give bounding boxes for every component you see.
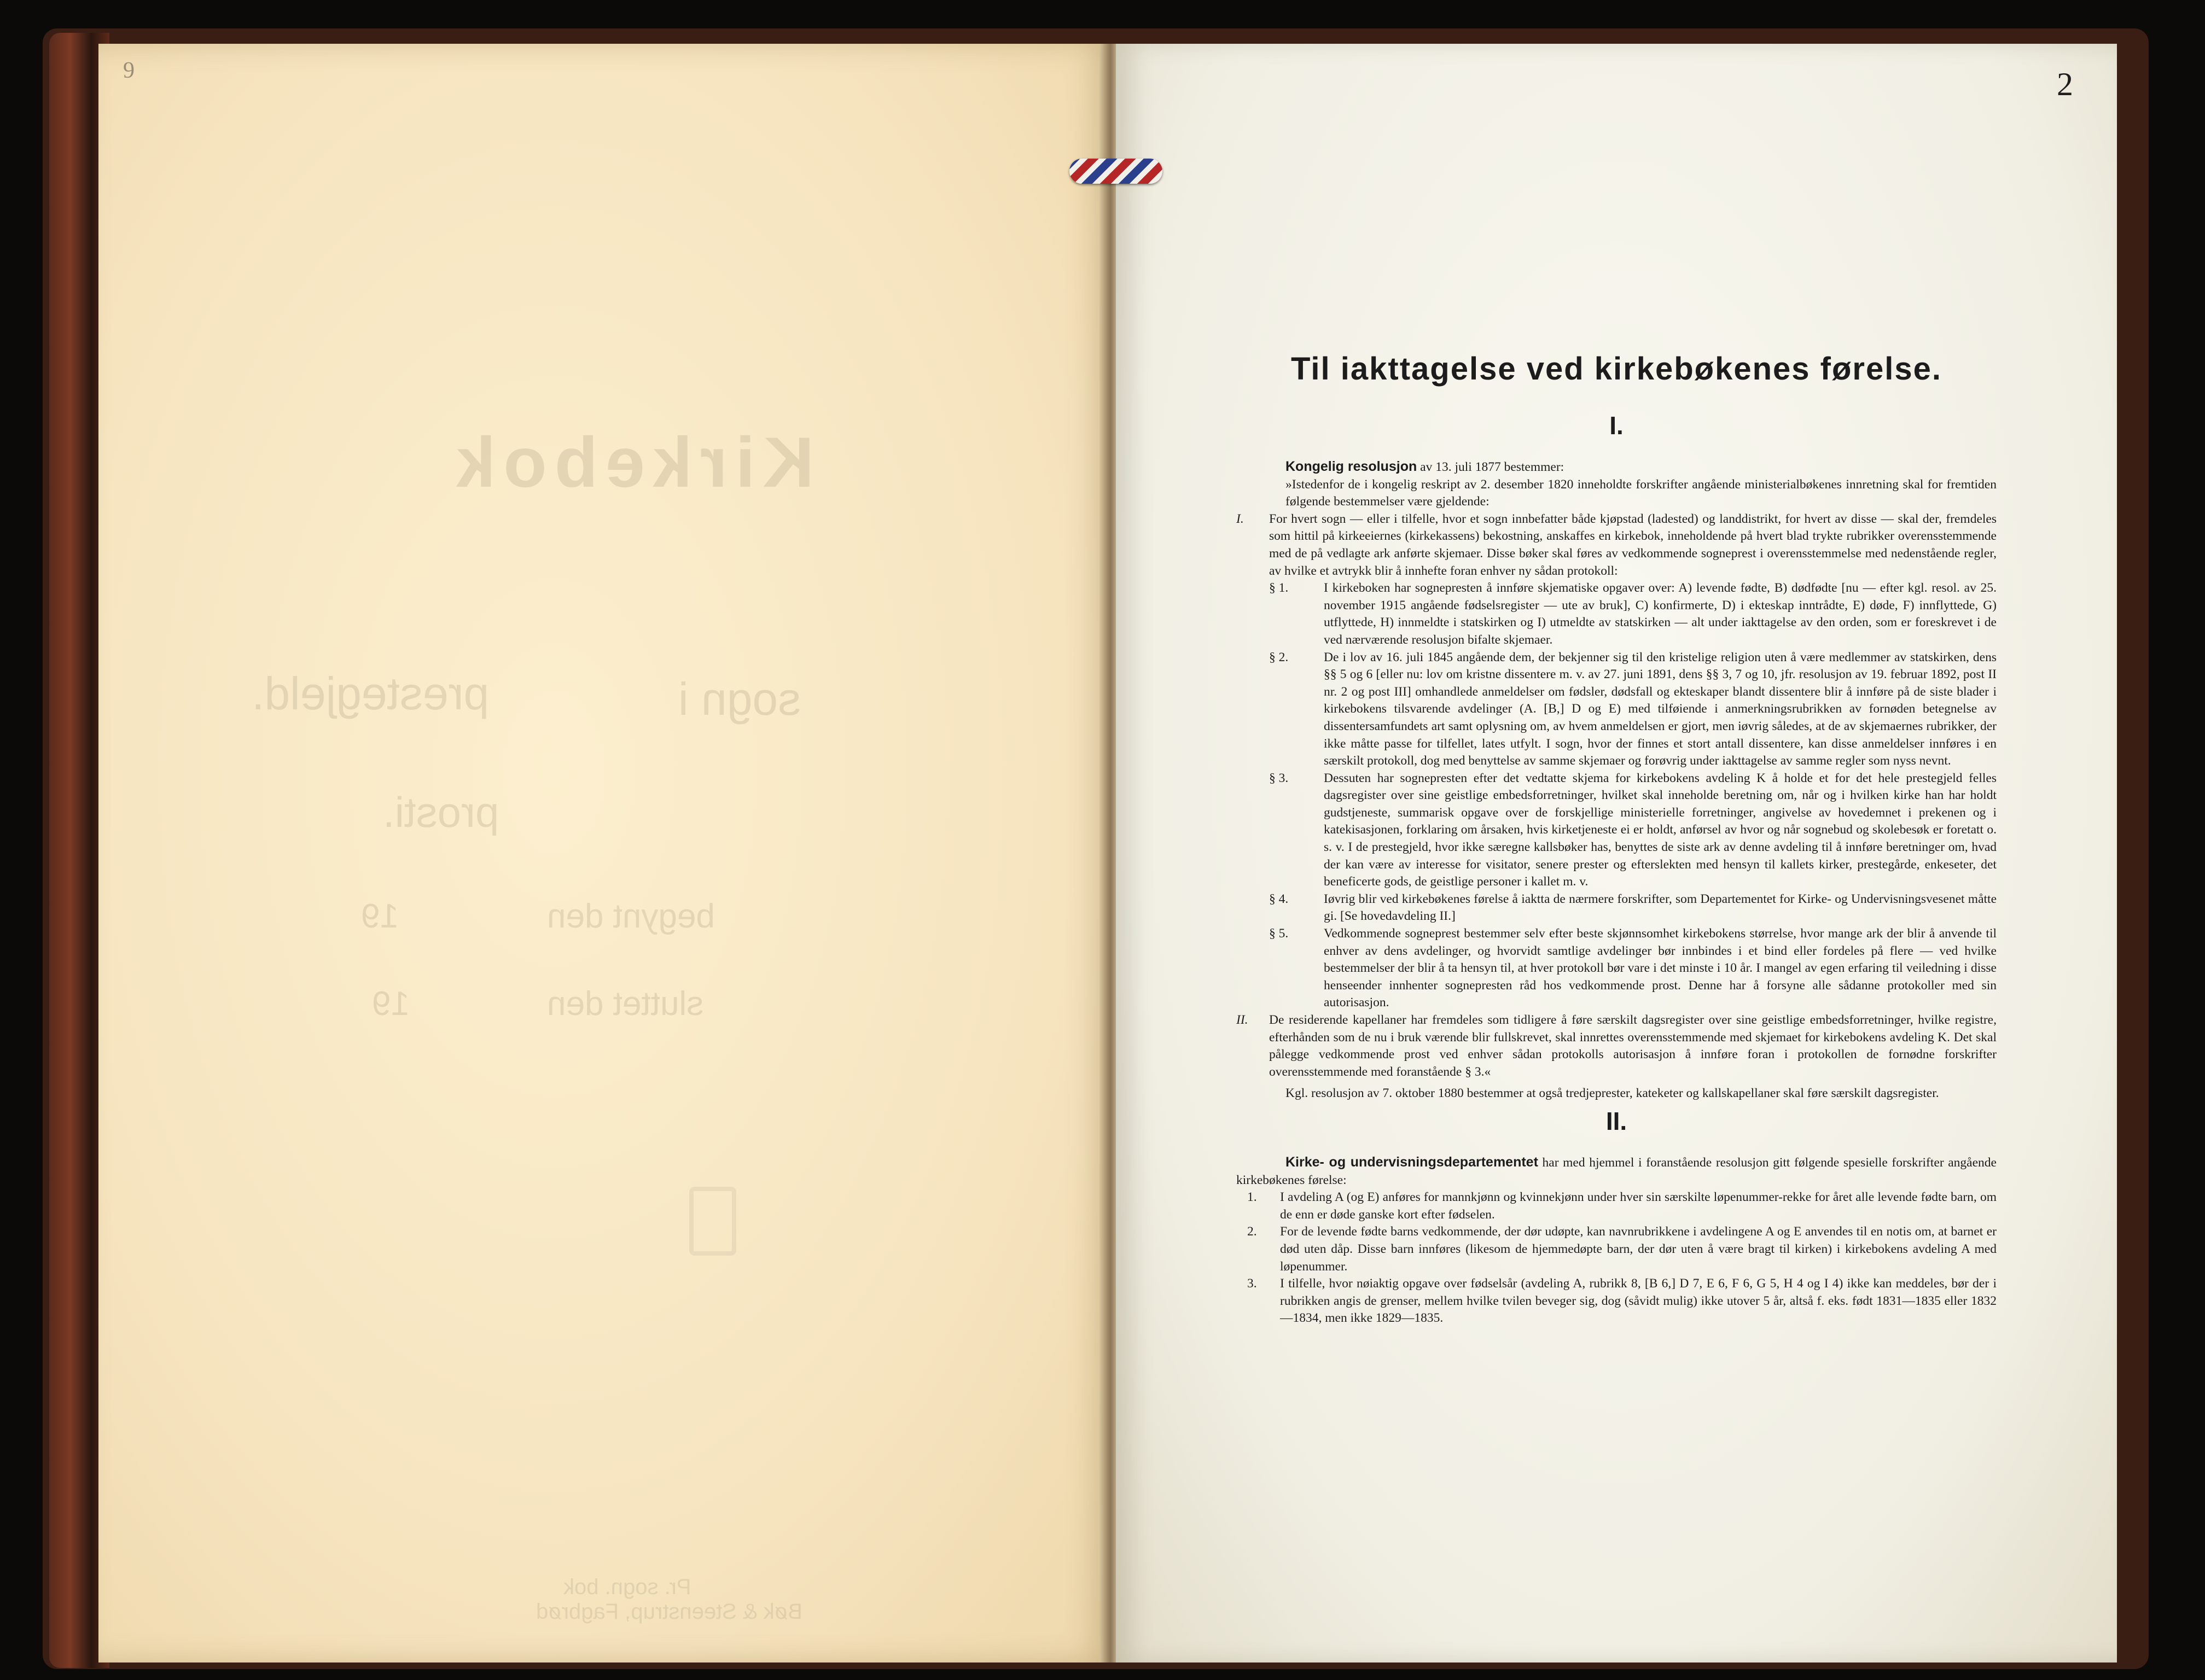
page-number: 2	[2057, 66, 2073, 102]
section-1-closing: Kgl. resolusjon av 7. oktober 1880 bestemmer at også tredjeprester, kateketer og kallskapellaner skal føre særskilt dagsregister.	[1285, 1086, 1939, 1101]
paragraph-1	[1269, 580, 1997, 649]
left-page-corner-mark: 9	[123, 58, 135, 83]
paragraph-text: De i lov av 16. juli 1845 angående dem, der bekjenner sig til den kristelige religion uten å være medlemmer av statskirken, dens §§ 5 og 6 [eller nu: lov om kristne dissentere m. v. av 27. juni 1891, dens §§ 3, 7 og 10, jfr. resolusjon av 19. februar 1892, post II nr. 2 og post III] omhandlede anmeldelser om fødsler, dødsfall og ekteskaper blandt dissentere blir å innføre på de siste blader i kirkebokens tilsvarende avdelinger (A. [B,] D og E) med tilføiende i anmerkningsrubrikken av fornøden betegnelse av dissentersamfundets art samt oplysning om, av hvem anmeldelsen er gjort, men iøvrig således, at de av skjemaernes rubrikker, der ikke måtte passe for tilfellet, lates utfylt. I sogn, hvor der finnes et stort antall dissentere, kan disse anmeldelser innføres i en særskilt protokoll, dog med benyttelse av samme skjemaer og forøvrig under iakttagelse av samme regler som nyss nevnt.	[1324, 650, 1997, 768]
section-2-item-2	[1236, 1223, 1997, 1275]
ghost-prosti-label: prosti.	[383, 788, 499, 836]
item-label: 1.	[1247, 1190, 1257, 1205]
section-1-intro: »Istedenfor de i kongelig reskript av 2. desember 1820 inneholdte forskrifter angående ministerialbøkenes innretning skal for fremtiden følgende bestemmelser være gjeldende:	[1285, 477, 1997, 509]
paragraph-label: § 1.	[1269, 581, 1289, 596]
ghost-prestegjeld-label: prestegjeld.	[252, 668, 490, 719]
section-2-numeral: II.	[1605, 1106, 1627, 1135]
section-2-item-3	[1236, 1275, 1997, 1327]
right-page-content	[1236, 350, 1997, 1327]
ghost-title: Kirkebok	[449, 422, 814, 502]
section-2-item-1	[1236, 1189, 1997, 1223]
paragraph-text: I kirkeboken har sognepresten å innføre skjematiske opgaver over: A) levende fødte, B) dødfødte [nu — efter kgl. resol. av 25. november 1915 angående fødselsregister — ute av bruk], C) konfirmerte, D) i ekteskap inntrådte, E) døde, F) innflyttede, G) utflyttede, H) innmeldte i statskirken og I) utmeldte av statskirken — alt under iakttagelse av den orden, som er foreskrevet i de ved nærværende resolusjon bifalte skjemaer.	[1324, 581, 1997, 647]
paragraph-label: § 5.	[1269, 926, 1289, 941]
section-1-item-2	[1236, 1012, 1997, 1081]
page-title: Til iakttagelse ved kirkebøkenes førelse.	[1291, 351, 1942, 387]
paragraph-text: Vedkommende sogneprest bestemmer selv efter beste skjønnsomhet kirkebokens størrelse, hvor mange ark der blir å anvende til enhver av dens avdelinger, og hvorvidt samtlige avdelinger bør innbindes i et bind eller fordeles på flere — ved hvilke bestemmelser der blir å ta hensyn til, at hver protokoll bør vare i det minste i 10 år. I mangel av egen erfaring til veiledning i disse henseender innhenter sognepresten råd hos vedkommende prost. Denne har å forsyne alle sådanne protokoller med sin autorisasjon.	[1324, 926, 1997, 1010]
paragraph-label: § 4.	[1269, 891, 1289, 906]
ghost-begynt-label: begynt den	[547, 897, 715, 935]
ghost-begynt-year: 19	[361, 897, 399, 935]
section-1-lead-rest: av 13. juli 1877 bestemmer:	[1417, 460, 1564, 474]
item-text: For de levende fødte barns vedkommende, der dør udøpte, kan navnrubrikkene i avdelingene A og E anvendes til en notis om, at barnet er død uten dåp. Disse barn innføres (likesom de hjemmedøpte barn, der dør uten å være bragt til kirken) i kirkebokens avdeling A med løpenummer.	[1280, 1224, 1997, 1274]
section-1-item-1	[1236, 511, 1997, 580]
paragraph-text: Dessuten har sognepresten efter det vedtatte skjema for kirkebokens avdeling K å holde et for det hele prestegjeld felles dagsregister over sine geistlige embedsforretninger, hvilket skal inneholde beretning om, når og i hvilken kirke han har holdt gudstjeneste, summarisk opgave over de forskjellige ministerielle forretninger, angivelse av hovedemnet i prekenen og i katekisasjonen, forklaring om årsaken, hvis kirketjeneste ei er holdt, anførsel av hvor og når sognebud og skolebesøk er foretatt o. s. v. I de prestegjeld, hvor ikke særegne kallsbøker has, benyttes de siste ark av denne avdeling til å innføre beretninger om, hvad der kan være av interesse for visitator, senere prester og efterslekten med hensyn til kallets kirker, prestegårde, enkeseter, det beneficerte gods, de geistlige personer i kallet m. v.	[1324, 771, 1997, 889]
ghost-sluttet-label: sluttet den	[547, 985, 704, 1023]
ghost-imprint-line2: Bøk & Steenstrup, Fagbrød	[536, 1600, 802, 1624]
item-text: De residerende kapellaner har fremdeles som tidligere å føre særskilt dagsregister over sine geistlige embedsforretninger, hvilke registre, efterhånden som de nu i bruk værende blir fullskrevet, skal innrettes overensstemmende med skjemaet for kirkebokens avdeling K. Det skal pålegge vedkommende prost ved enhver sådan protokolls autorisasjon å innføre foran i protokollen de fornødne forskrifter overensstemmende med foranstående § 3.«	[1269, 1013, 1997, 1079]
ghost-sogn-label: sogn i	[678, 673, 801, 725]
paragraph-label: § 2.	[1269, 650, 1289, 664]
item-text: I tilfelle, hvor nøiaktig opgave over fødselsår (avdeling A, rubrikk 8, [B 6,] D 7, E 6, F 6, G 5, H 4 og I 4) ikke kan meddeles, bør der i rubrikken angis de grenser, mellem hvilke tvilen beveger sig, dog (såvidt mulig) ikke utover 5 år, altså f. eks. født 1831—1835 eller 1832—1834, men ikke 1829—1835.	[1280, 1276, 1997, 1326]
left-page	[98, 44, 1110, 1662]
section-2-lead-rest: har med hjemmel i foranstående resolusjon gitt følgende spesielle forskrifter angående kirkebøkenes førelse:	[1236, 1155, 1997, 1187]
section-2-lead-bold: Kirke- og undervisningsdepartementet	[1285, 1154, 1538, 1170]
binding-string	[1069, 159, 1162, 184]
paragraph-3	[1269, 770, 1997, 891]
item-label: 2.	[1247, 1224, 1257, 1239]
section-1-lead-bold: Kongelig resolusjon	[1285, 459, 1417, 474]
ghost-sluttet-year: 19	[372, 985, 410, 1023]
paragraph-text: Iøvrig blir ved kirkebøkenes førelse å iaktta de nærmere forskrifter, som Departementet for Kirke- og Undervisningsvesenet måtte gi. [Se hovedavdeling II.]	[1324, 891, 1997, 924]
paragraph-label: § 3.	[1269, 771, 1289, 785]
item-text: I avdeling A (og E) anføres for mannkjønn og kvinnekjønn under hver sin særskilte løpenummer-rekke for året alle levende fødte barn, om de enn er døde ganske kort efter fødselen.	[1280, 1190, 1997, 1222]
ghost-imprint-line1: Pr. sogn. bok	[563, 1575, 691, 1599]
section-1-lead	[1236, 458, 1997, 476]
item-label: II.	[1236, 1013, 1248, 1027]
section-2-lead	[1236, 1154, 1997, 1189]
item-label: I.	[1236, 511, 1244, 526]
item-text: For hvert sogn — eller i tilfelle, hvor et sogn innbefatter både kjøpstad (ladested) og landdistrikt, for hvert av disse — skal der, fremdeles som hittil på kirkeeiernes (kirkekassens) bekostning, anskaffes en kirkebok, inneholdende på hvert blad trykte rubrikker overensstemmende med de på vedlagte ark anførte skjemaer. Disse bøker skal føres av vedkommende sogneprest i overensstemmelse med nedenstående regler, av hvilke et avtrykk blir å innhefte foran enhver ny sådan protokoll:	[1269, 511, 1997, 578]
paragraph-4	[1269, 891, 1997, 925]
ghost-printer-mark	[689, 1187, 736, 1256]
section-1-numeral: I.	[1609, 411, 1624, 440]
paragraph-5	[1269, 925, 1997, 1012]
item-label: 3.	[1247, 1276, 1257, 1291]
paragraph-2	[1269, 649, 1997, 770]
